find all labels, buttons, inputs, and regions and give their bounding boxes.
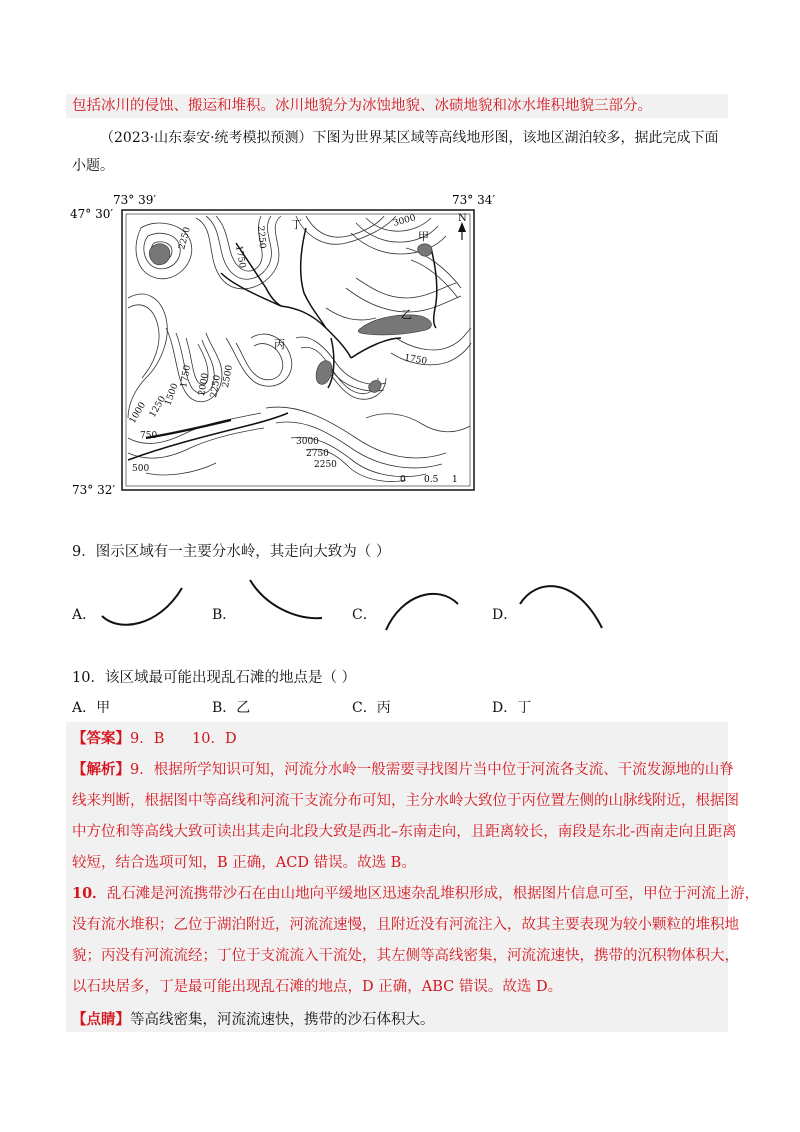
svg-text:2250: 2250: [255, 225, 267, 250]
q9-option-b[interactable]: B．: [212, 607, 237, 623]
dianjing-line: 【点睛】等高线密集，河流流速快，携带的沙石体积大。: [72, 1011, 435, 1028]
q9-option-c-curve: [382, 584, 462, 634]
svg-text:1750: 1750: [403, 353, 428, 367]
place-yi: 乙: [401, 308, 412, 321]
svg-text:0.5: 0.5: [424, 475, 439, 485]
question-intro-line2: 小题。: [72, 158, 114, 174]
q9-option-a-curve: [98, 582, 188, 632]
q10-stem: 10．该区域最可能出现乱石滩的地点是（ ）: [72, 670, 357, 686]
svg-text:N: N: [458, 213, 467, 224]
svg-text:2250: 2250: [209, 374, 223, 399]
q9-option-c[interactable]: C．: [352, 607, 377, 623]
q9-stem: 9．图示区域有一主要分水岭，其走向大致为（ ）: [72, 544, 391, 560]
analysis-line8: 以石块居多，丁是最可能出现乱石滩的地点，D 正确，ABC 错误。故选 D。: [72, 979, 563, 995]
q10-option-c[interactable]: C．丙: [352, 700, 391, 716]
q9-option-d[interactable]: D．: [492, 607, 518, 623]
place-ding: 丁: [291, 218, 302, 231]
svg-text:750: 750: [140, 431, 158, 441]
svg-text:1000: 1000: [127, 400, 149, 426]
svg-text:2000: 2000: [197, 372, 211, 397]
svg-text:2500: 2500: [221, 364, 235, 389]
top-note: 包括冰川的侵蚀、搬运和堆积。冰川地貌分为冰蚀地貌、冰碛地貌和冰水堆积地貌三部分。: [72, 98, 652, 114]
lat-bottom-label: 73° 32′: [72, 483, 116, 497]
analysis-line6: 没有流水堆积；乙位于湖泊附近，河流流速慢，且附近没有河流注入，故其主要表现为较小颗粒的堆积地: [72, 917, 739, 933]
svg-text:500: 500: [132, 464, 150, 474]
question-intro-line1: （2023·山东泰安·统考模拟预测）下图为世界某区域等高线地形图，该地区湖泊较多，据此完成下面: [100, 130, 719, 146]
analysis-line2: 线来判断，根据图中等高线和河流干支流分布可知，主分水岭大致位于丙位置左侧的山脉线附近，根据图: [72, 793, 739, 809]
analysis-line1: 【解析】9．根据所学知识可知，河流分水岭一般需要寻找图片当中位于河流各支流、干流发源地的山脊: [72, 761, 734, 778]
svg-text:1: 1: [452, 475, 458, 485]
svg-text:1500: 1500: [163, 382, 181, 408]
lon-left-label: 73° 39′: [113, 193, 157, 207]
place-jia: 甲: [418, 230, 429, 243]
lat-top-label: 47° 30′: [70, 207, 114, 221]
lon-right-label: 73° 34′: [452, 193, 496, 207]
svg-text:1750: 1750: [179, 364, 193, 389]
svg-text:2250: 2250: [177, 226, 193, 251]
q10-option-b[interactable]: B．乙: [212, 700, 251, 716]
answer-line: 【答案】9．B 10．D: [72, 730, 237, 747]
contour-map: [66, 188, 496, 498]
svg-text:2750: 2750: [306, 449, 329, 459]
q9-option-d-curve: [516, 576, 606, 632]
analysis-line3: 中方位和等高线大致可读出其走向北段大致是西北–东南走向，且距离较长，南段是东北-西南走向且距离: [72, 824, 737, 840]
q10-option-a[interactable]: A．甲: [72, 700, 111, 716]
q9-option-b-curve: [246, 576, 326, 626]
svg-text:3000: 3000: [296, 437, 319, 447]
svg-text:3000: 3000: [392, 213, 417, 229]
q9-option-a[interactable]: A．: [72, 607, 97, 623]
svg-text:0: 0: [400, 475, 406, 485]
svg-text:1750: 1750: [233, 244, 247, 270]
place-bing: 丙: [274, 338, 285, 351]
analysis-line5: 10．乱石滩是河流携带沙石在由山地向平缓地区迅速杂乱堆积形成，根据图片信息可至，甲位于河流上游，: [72, 885, 760, 902]
analysis-line7: 貌；丙没有河流流经；丁位于支流流入干流处，其左侧等高线密集，河流流速快，携带的沉积物体积大，: [72, 948, 739, 964]
svg-text:2250: 2250: [314, 460, 337, 470]
q10-option-d[interactable]: D．丁: [492, 700, 532, 716]
svg-text:1250: 1250: [147, 394, 169, 420]
analysis-line4: 较短，结合选项可知，B 正确，ACD 错误。故选 B。: [72, 855, 416, 871]
